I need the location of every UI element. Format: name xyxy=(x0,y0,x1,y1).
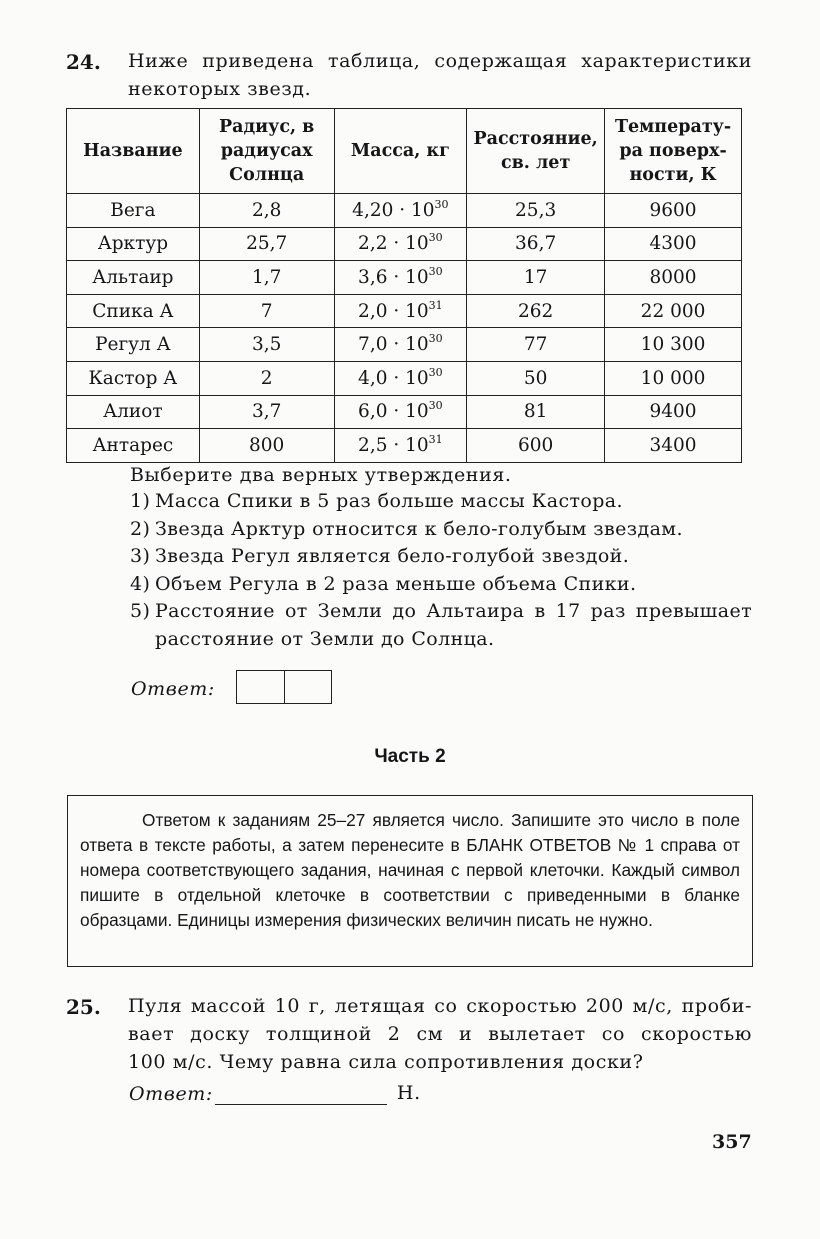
header-distance-line: св. лет xyxy=(500,153,571,173)
mass-exponent: 30 xyxy=(428,399,443,413)
option-item xyxy=(130,488,752,516)
task25-line1: Пуля массой 10 г, летящая со скоростью 200 м/с, проби- xyxy=(128,995,752,1017)
cell-temperature: 10 300 xyxy=(605,328,742,362)
option-text-line: Объем Регула в 2 раза меньше объема Спики. xyxy=(155,572,637,595)
cell-radius: 1,7 xyxy=(199,261,334,295)
answer-cell-1[interactable] xyxy=(237,671,284,703)
header-distance xyxy=(467,109,605,194)
cell-star-name: Антарес xyxy=(67,429,200,463)
cell-mass xyxy=(334,294,467,328)
part2-title: Часть 2 xyxy=(374,746,446,767)
cell-distance: 36,7 xyxy=(467,227,605,261)
header-temperature-line: ности, К xyxy=(629,165,717,185)
cell-radius: 2,8 xyxy=(199,194,334,228)
header-distance-line: Расстояние, xyxy=(473,129,598,149)
answer-label-24: Ответ: xyxy=(131,678,215,700)
cell-distance: 50 xyxy=(467,361,605,395)
cell-temperature: 9400 xyxy=(605,395,742,429)
answer-cell-2[interactable] xyxy=(284,671,332,703)
table-row xyxy=(67,328,742,362)
mass-exponent: 31 xyxy=(428,298,443,312)
cell-temperature: 10 000 xyxy=(605,361,742,395)
header-name-line: Название xyxy=(83,141,183,161)
option-item xyxy=(130,516,752,544)
task25-line3: 100 м/с. Чему равна сила сопротивления доски? xyxy=(128,1051,644,1073)
table-row xyxy=(67,361,742,395)
table-row xyxy=(67,294,742,328)
header-radius-line: Радиус, в xyxy=(218,117,315,137)
table-row xyxy=(67,429,742,463)
mass-exponent: 30 xyxy=(428,264,443,278)
cell-star-name: Регул А xyxy=(67,328,200,362)
cell-distance: 17 xyxy=(467,261,605,295)
option-number: 3) xyxy=(130,545,151,567)
header-radius-line: Солнца xyxy=(229,165,305,185)
mass-exponent: 31 xyxy=(428,432,443,446)
cell-temperature: 3400 xyxy=(605,429,742,463)
mass-exponent: 30 xyxy=(428,231,443,245)
page-number: 357 xyxy=(712,1131,752,1153)
mass-exponent: 30 xyxy=(428,365,443,379)
cell-star-name: Вега xyxy=(67,194,200,228)
mass-base: 2,0 · 10 xyxy=(358,300,429,322)
cell-mass xyxy=(334,194,467,228)
option-text-line: Масса Спики в 5 раз больше массы Кастора. xyxy=(155,490,623,512)
cell-radius: 2 xyxy=(199,361,334,395)
header-temperature xyxy=(605,109,742,194)
answer-label-25: Ответ: xyxy=(129,1083,213,1105)
option-text xyxy=(155,571,752,599)
option-text xyxy=(155,543,752,571)
table-header-row xyxy=(67,109,742,194)
cell-radius: 800 xyxy=(199,429,334,463)
cell-radius: 3,7 xyxy=(199,395,334,429)
header-mass xyxy=(334,109,467,194)
option-item xyxy=(130,571,752,599)
task24-prompt: Выберите два верных утверждения. xyxy=(130,464,512,486)
option-text-line: Расстояние от Земли до Альтаира в 17 раз превышает xyxy=(155,600,752,622)
option-number: 5) xyxy=(130,600,151,622)
option-number: 1) xyxy=(130,490,151,512)
cell-mass xyxy=(334,361,467,395)
header-mass-line: Масса, кг xyxy=(350,141,450,161)
option-text-line: Звезда Регул является бело-голубой звездой. xyxy=(155,545,630,567)
answer-blank-25[interactable] xyxy=(215,1084,387,1105)
table-row xyxy=(67,261,742,295)
header-radius-line: радиусах xyxy=(220,141,313,161)
cell-mass xyxy=(334,395,467,429)
cell-temperature: 4300 xyxy=(605,227,742,261)
options-list xyxy=(130,488,752,653)
task-number-25: 25. xyxy=(66,995,101,1019)
cell-mass xyxy=(334,261,467,295)
cell-star-name: Алиот xyxy=(67,395,200,429)
cell-radius: 7 xyxy=(199,294,334,328)
mass-exponent: 30 xyxy=(434,197,449,211)
cell-mass xyxy=(334,429,467,463)
option-text xyxy=(155,598,752,653)
header-temperature-line: Температу- xyxy=(614,117,732,137)
option-number: 4) xyxy=(130,572,151,595)
table-row xyxy=(67,194,742,228)
mass-base: 6,0 · 10 xyxy=(358,401,429,423)
option-number: 2) xyxy=(130,517,151,540)
cell-distance: 77 xyxy=(467,328,605,362)
option-text xyxy=(155,488,752,516)
cell-star-name: Спика А xyxy=(67,294,200,328)
task24-intro-line1: Ниже приведена таблица, содержащая характеристики xyxy=(128,50,752,72)
cell-distance: 262 xyxy=(467,294,605,328)
part2-instructions-box xyxy=(67,795,753,967)
cell-star-name: Кастор А xyxy=(67,361,200,395)
cell-distance: 600 xyxy=(467,429,605,463)
header-temperature-line: ра поверх- xyxy=(619,141,727,161)
task24-intro-line2: некоторых звезд. xyxy=(128,78,312,100)
mass-exponent: 30 xyxy=(428,332,443,346)
answer-unit-25: Н. xyxy=(396,1082,421,1104)
cell-temperature: 8000 xyxy=(605,261,742,295)
option-text xyxy=(155,516,752,544)
option-text-line: Звезда Арктур относится к бело-голубым звездам. xyxy=(155,517,683,540)
header-radius xyxy=(199,109,334,194)
mass-base: 7,0 · 10 xyxy=(358,334,429,356)
table-row xyxy=(67,227,742,261)
cell-temperature: 22 000 xyxy=(605,294,742,328)
table-body xyxy=(67,194,742,463)
cell-radius: 25,7 xyxy=(199,227,334,261)
cell-mass xyxy=(334,328,467,362)
task25-line2: вает доску толщиной 2 см и вылетает со скоростью xyxy=(128,1023,752,1045)
cell-temperature: 9600 xyxy=(605,194,742,228)
cell-distance: 81 xyxy=(467,395,605,429)
option-item xyxy=(130,543,752,571)
mass-base: 2,5 · 10 xyxy=(358,434,429,456)
mass-base: 2,2 · 10 xyxy=(358,233,429,255)
answer-row-25 xyxy=(129,1081,421,1105)
cell-mass xyxy=(334,227,467,261)
cell-star-name: Альтаир xyxy=(67,261,200,295)
cell-star-name: Арктур xyxy=(67,227,200,261)
option-item xyxy=(130,598,752,653)
option-text-line: расстояние от Земли до Солнца. xyxy=(155,627,495,650)
header-name xyxy=(67,109,200,194)
mass-base: 4,0 · 10 xyxy=(358,367,429,389)
stars-table xyxy=(66,108,742,463)
mass-base: 4,20 · 10 xyxy=(352,199,435,221)
cell-radius: 3,5 xyxy=(199,328,334,362)
answer-boxes-24[interactable] xyxy=(236,670,332,704)
part2-instructions-text: Ответом к заданиям 25–27 является число. Запишите это число в поле ответа в тексте работы, а затем перенесите в БЛАНК ОТВЕТОВ № 1 справа от номера соответствующего задания, начиная с первой клеточки. Каждый символ пишите в отдельной клеточке в соответствии с приведенными в бланке образцами. Единицы измерения физических величин писать не нужно. xyxy=(80,810,740,930)
cell-distance: 25,3 xyxy=(467,194,605,228)
table-row xyxy=(67,395,742,429)
task-number-24: 24. xyxy=(66,50,101,74)
mass-base: 3,6 · 10 xyxy=(358,266,429,288)
